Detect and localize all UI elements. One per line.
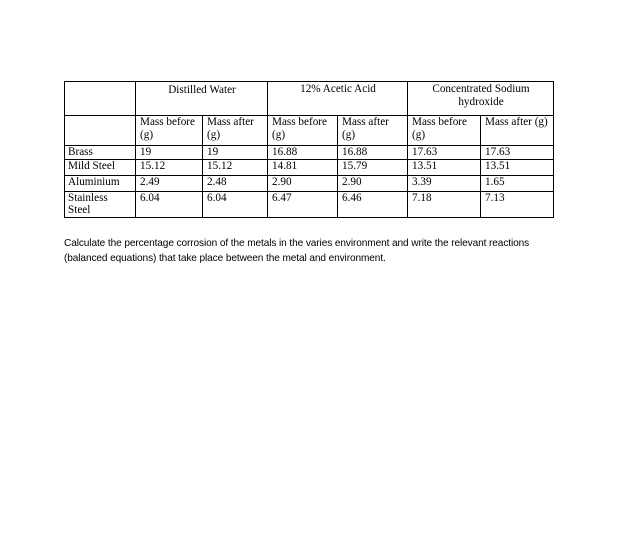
header-acetic-acid: 12% Acetic Acid [268, 82, 408, 116]
table-cell: 2.48 [203, 175, 268, 191]
table-cell: 6.04 [136, 191, 203, 217]
table-cell: 6.47 [268, 191, 338, 217]
table-cell: 13.51 [408, 159, 481, 175]
table-cell: 6.46 [338, 191, 408, 217]
corner-cell [65, 82, 136, 116]
metal-name: Stainless Steel [65, 191, 136, 217]
header-naoh-mass-after: Mass after (g) [481, 116, 554, 146]
header-dw-mass-before: Mass before (g) [136, 116, 203, 146]
table-cell: 19 [136, 146, 203, 160]
header-aa-mass-after: Mass after (g) [338, 116, 408, 146]
group-header-row [65, 82, 554, 116]
table-cell: 17.63 [408, 146, 481, 160]
table-cell: 2.49 [136, 175, 203, 191]
header-dw-mass-after: Mass after (g) [203, 116, 268, 146]
header-naoh-mass-before: Mass before (g) [408, 116, 481, 146]
table-cell: 2.90 [338, 175, 408, 191]
table-row [65, 159, 554, 175]
table-cell: 7.18 [408, 191, 481, 217]
table-cell: 17.63 [481, 146, 554, 160]
sub-header-row [65, 116, 554, 146]
corrosion-data-table [64, 81, 554, 218]
question-text: Calculate the percentage corrosion of the metals in the varies environment and write the relevant reactions (balanced equations) that take place between the metal and environment. [64, 238, 530, 264]
sub-corner-cell [65, 116, 136, 146]
table-cell: 1.65 [481, 175, 554, 191]
table-cell: 15.12 [136, 159, 203, 175]
table-cell: 13.51 [481, 159, 554, 175]
table-cell: 15.79 [338, 159, 408, 175]
table-cell: 19 [203, 146, 268, 160]
metal-name: Brass [65, 146, 136, 160]
metal-name: Mild Steel [65, 159, 136, 175]
table-cell: 3.39 [408, 175, 481, 191]
header-distilled-water: Distilled Water [136, 82, 268, 116]
table-cell: 6.04 [203, 191, 268, 217]
header-sodium-hydroxide: Concentrated Sodium hydroxide [408, 82, 554, 116]
metal-name: Aluminium [65, 175, 136, 191]
table-cell: 2.90 [268, 175, 338, 191]
table-row [65, 146, 554, 160]
table-cell: 15.12 [203, 159, 268, 175]
table-cell: 16.88 [338, 146, 408, 160]
table-cell: 14.81 [268, 159, 338, 175]
table-row [65, 175, 554, 191]
table-cell: 7.13 [481, 191, 554, 217]
header-aa-mass-before: Mass before (g) [268, 116, 338, 146]
table-cell: 16.88 [268, 146, 338, 160]
table-row [65, 191, 554, 217]
